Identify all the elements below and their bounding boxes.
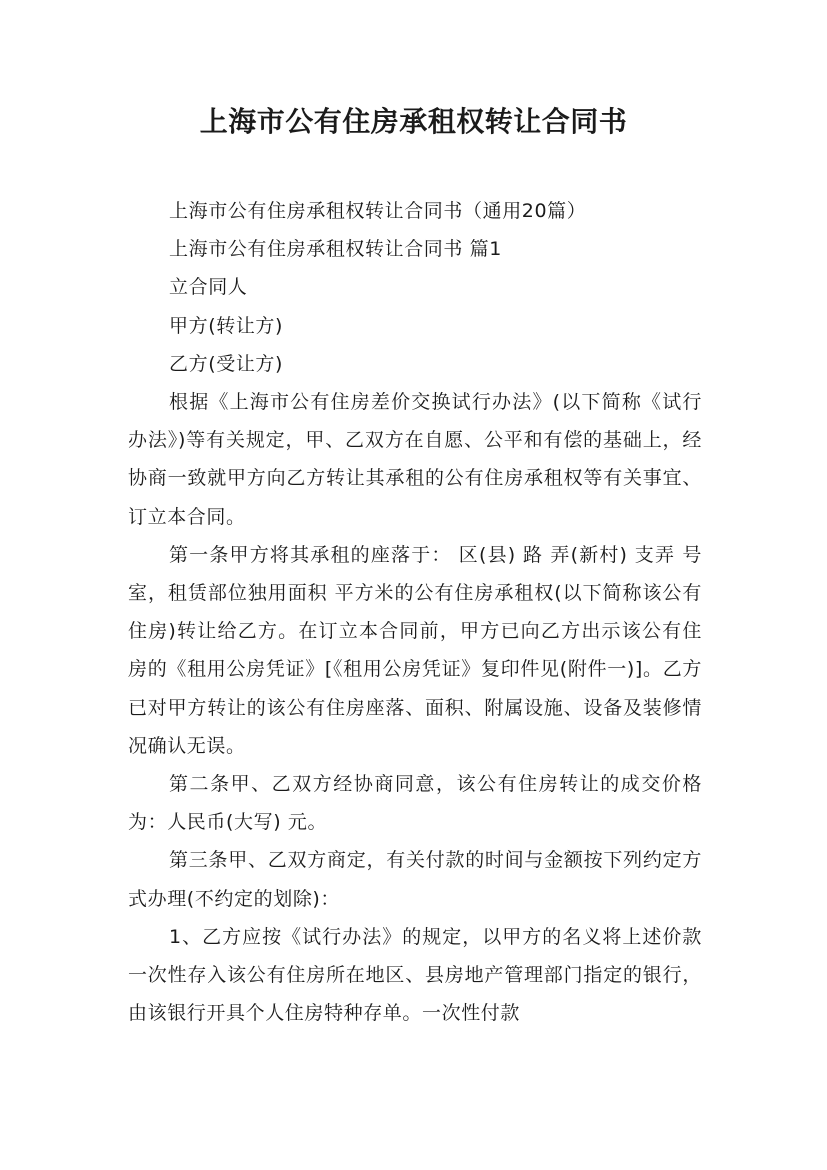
document-title: 上海市公有住房承租权转让合同书 — [199, 105, 628, 138]
paragraph-clause-1: 1、乙方应按《试行办法》的规定，以甲方的名义将上述价款一次性存入该公有住房所在地区、县房地产管理部门指定的银行，由该银行开具个人住房特种存单。一次性付款 — [128, 925, 702, 1025]
document-subtitle: 上海市公有住房承租权转让合同书（通用20篇） — [169, 200, 587, 222]
party-b-label: 乙方(受让方) — [169, 352, 284, 375]
paragraph-article-1: 第一条甲方将其承租的座落于： 区(县) 路 弄(新村) 支弄 号 室，租赁部位独用面积 平方米的公有住房承租权(以下简称该公有住房)转让给乙方。在订立本合同前，甲方已向乙方出示该公有住房的《租用公房凭证》[《租用公房凭证》复印件见(附件一)]。乙方已对甲方转让的该公有住房座落、面积、附属设施、设备及装修情况确认无误。 — [128, 543, 702, 757]
section-heading: 上海市公有住房承租权转让合同书 篇1 — [169, 238, 502, 261]
document-body — [128, 192, 702, 1032]
paragraph-article-3: 第三条甲、乙双方商定，有关付款的时间与金额按下列约定方式办理(不约定的划除)： — [128, 849, 702, 910]
party-a-label: 甲方(转让方) — [169, 314, 284, 337]
party-heading: 立合同人 — [169, 276, 248, 299]
paragraph-article-2: 第二条甲、乙双方经协商同意，该公有住房转让的成交价格为：人民币(大写) 元。 — [128, 773, 702, 834]
paragraph-preamble: 根据《上海市公有住房差价交换试行办法》(以下简称《试行办法》)等有关规定，甲、乙双方在自愿、公平和有偿的基础上，经协商一致就甲方向乙方转让其承租的公有住房承租权等有关事宜、订立本合同。 — [128, 391, 702, 528]
